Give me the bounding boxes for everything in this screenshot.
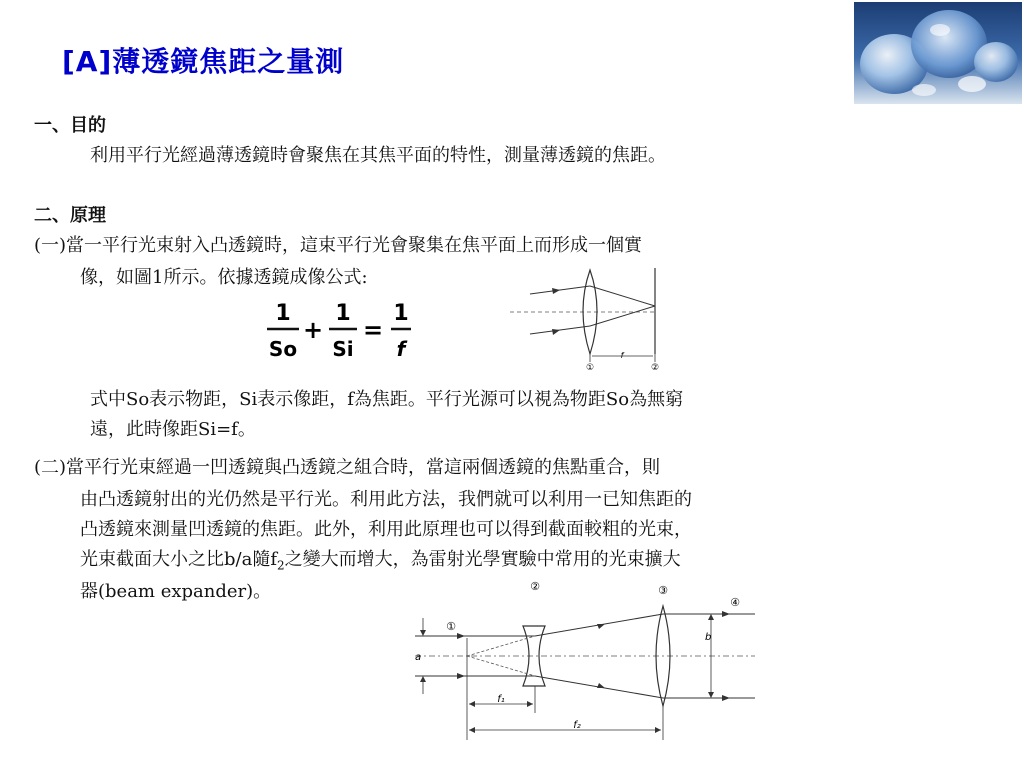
section2-heading: 二、原理 [34, 205, 106, 226]
figure1-label-1: ① [585, 363, 595, 372]
formula-denominator-si: Si [332, 337, 354, 361]
formula-equals: = [362, 316, 384, 344]
section1-heading: 一、目的 [34, 115, 106, 136]
principle2-line2: 由凸透鏡射出的光仍然是平行光。利用此方法，我們就可以利用一已知焦距的 [80, 489, 692, 510]
formula-explain-line1: 式中So表示物距，Si表示像距，f為焦距。平行光源可以視為物距So為無窮 [90, 389, 684, 410]
lens-photo-image [854, 2, 1022, 104]
figure2-label-1: ① [446, 620, 456, 633]
figure2-b-label: b [705, 632, 712, 643]
slide-title: [A]薄透鏡焦距之量測 [62, 45, 345, 78]
principle2-line4-subscript: 2 [276, 558, 285, 573]
principle2-line5: 器(beam expander)。 [80, 581, 272, 602]
figure2-a-label: a [415, 652, 422, 663]
formula-explain-line2: 遠，此時像距Si=f。 [90, 419, 256, 440]
principle1-line2: 像，如圖1所示。依據透鏡成像公式: [80, 267, 368, 288]
section1-body: 利用平行光經過薄透鏡時會聚焦在其焦平面的特性，測量薄透鏡的焦距。 [90, 145, 666, 166]
figure2-label-3: ③ [658, 584, 668, 597]
figure2-f2-label: f₂ [573, 720, 581, 731]
figure1-f-label: f [620, 351, 624, 360]
figure1-label-2: ② [650, 363, 660, 372]
principle2-line4-part2: 之變大而增大，為雷射光學實驗中常用的光束擴大 [284, 549, 681, 570]
figure1-convex-lens-diagram [510, 262, 680, 372]
figure2-label-2: ② [530, 580, 540, 593]
figure2-f1-label: f₁ [497, 694, 505, 705]
principle2-line1: (二)當平行光束經過一凹透鏡與凸透鏡之組合時，當這兩個透鏡的焦點重合，則 [34, 457, 661, 478]
figure2-label-4: ④ [730, 596, 740, 609]
formula-plus: + [302, 316, 324, 344]
formula-numerator-3: 1 [393, 301, 409, 326]
formula-denominator-f: f [396, 337, 406, 361]
formula-denominator-so: So [268, 337, 298, 361]
principle2-line3: 凸透鏡來測量凹透鏡的焦距。此外，利用此原理也可以得到截面較粗的光束， [80, 519, 692, 540]
principle2-line4 [80, 546, 681, 580]
figure2-beam-expander-diagram [405, 578, 770, 743]
formula-numerator-2: 1 [335, 301, 351, 326]
principle1-line1: (一)當一平行光束射入凸透鏡時，這束平行光會聚集在焦平面上而形成一個實 [34, 235, 643, 256]
formula-numerator-1: 1 [275, 301, 291, 326]
principle2-line4-part1: 光束截面大小之比b/a隨f [80, 549, 277, 570]
lens-formula [265, 296, 415, 362]
